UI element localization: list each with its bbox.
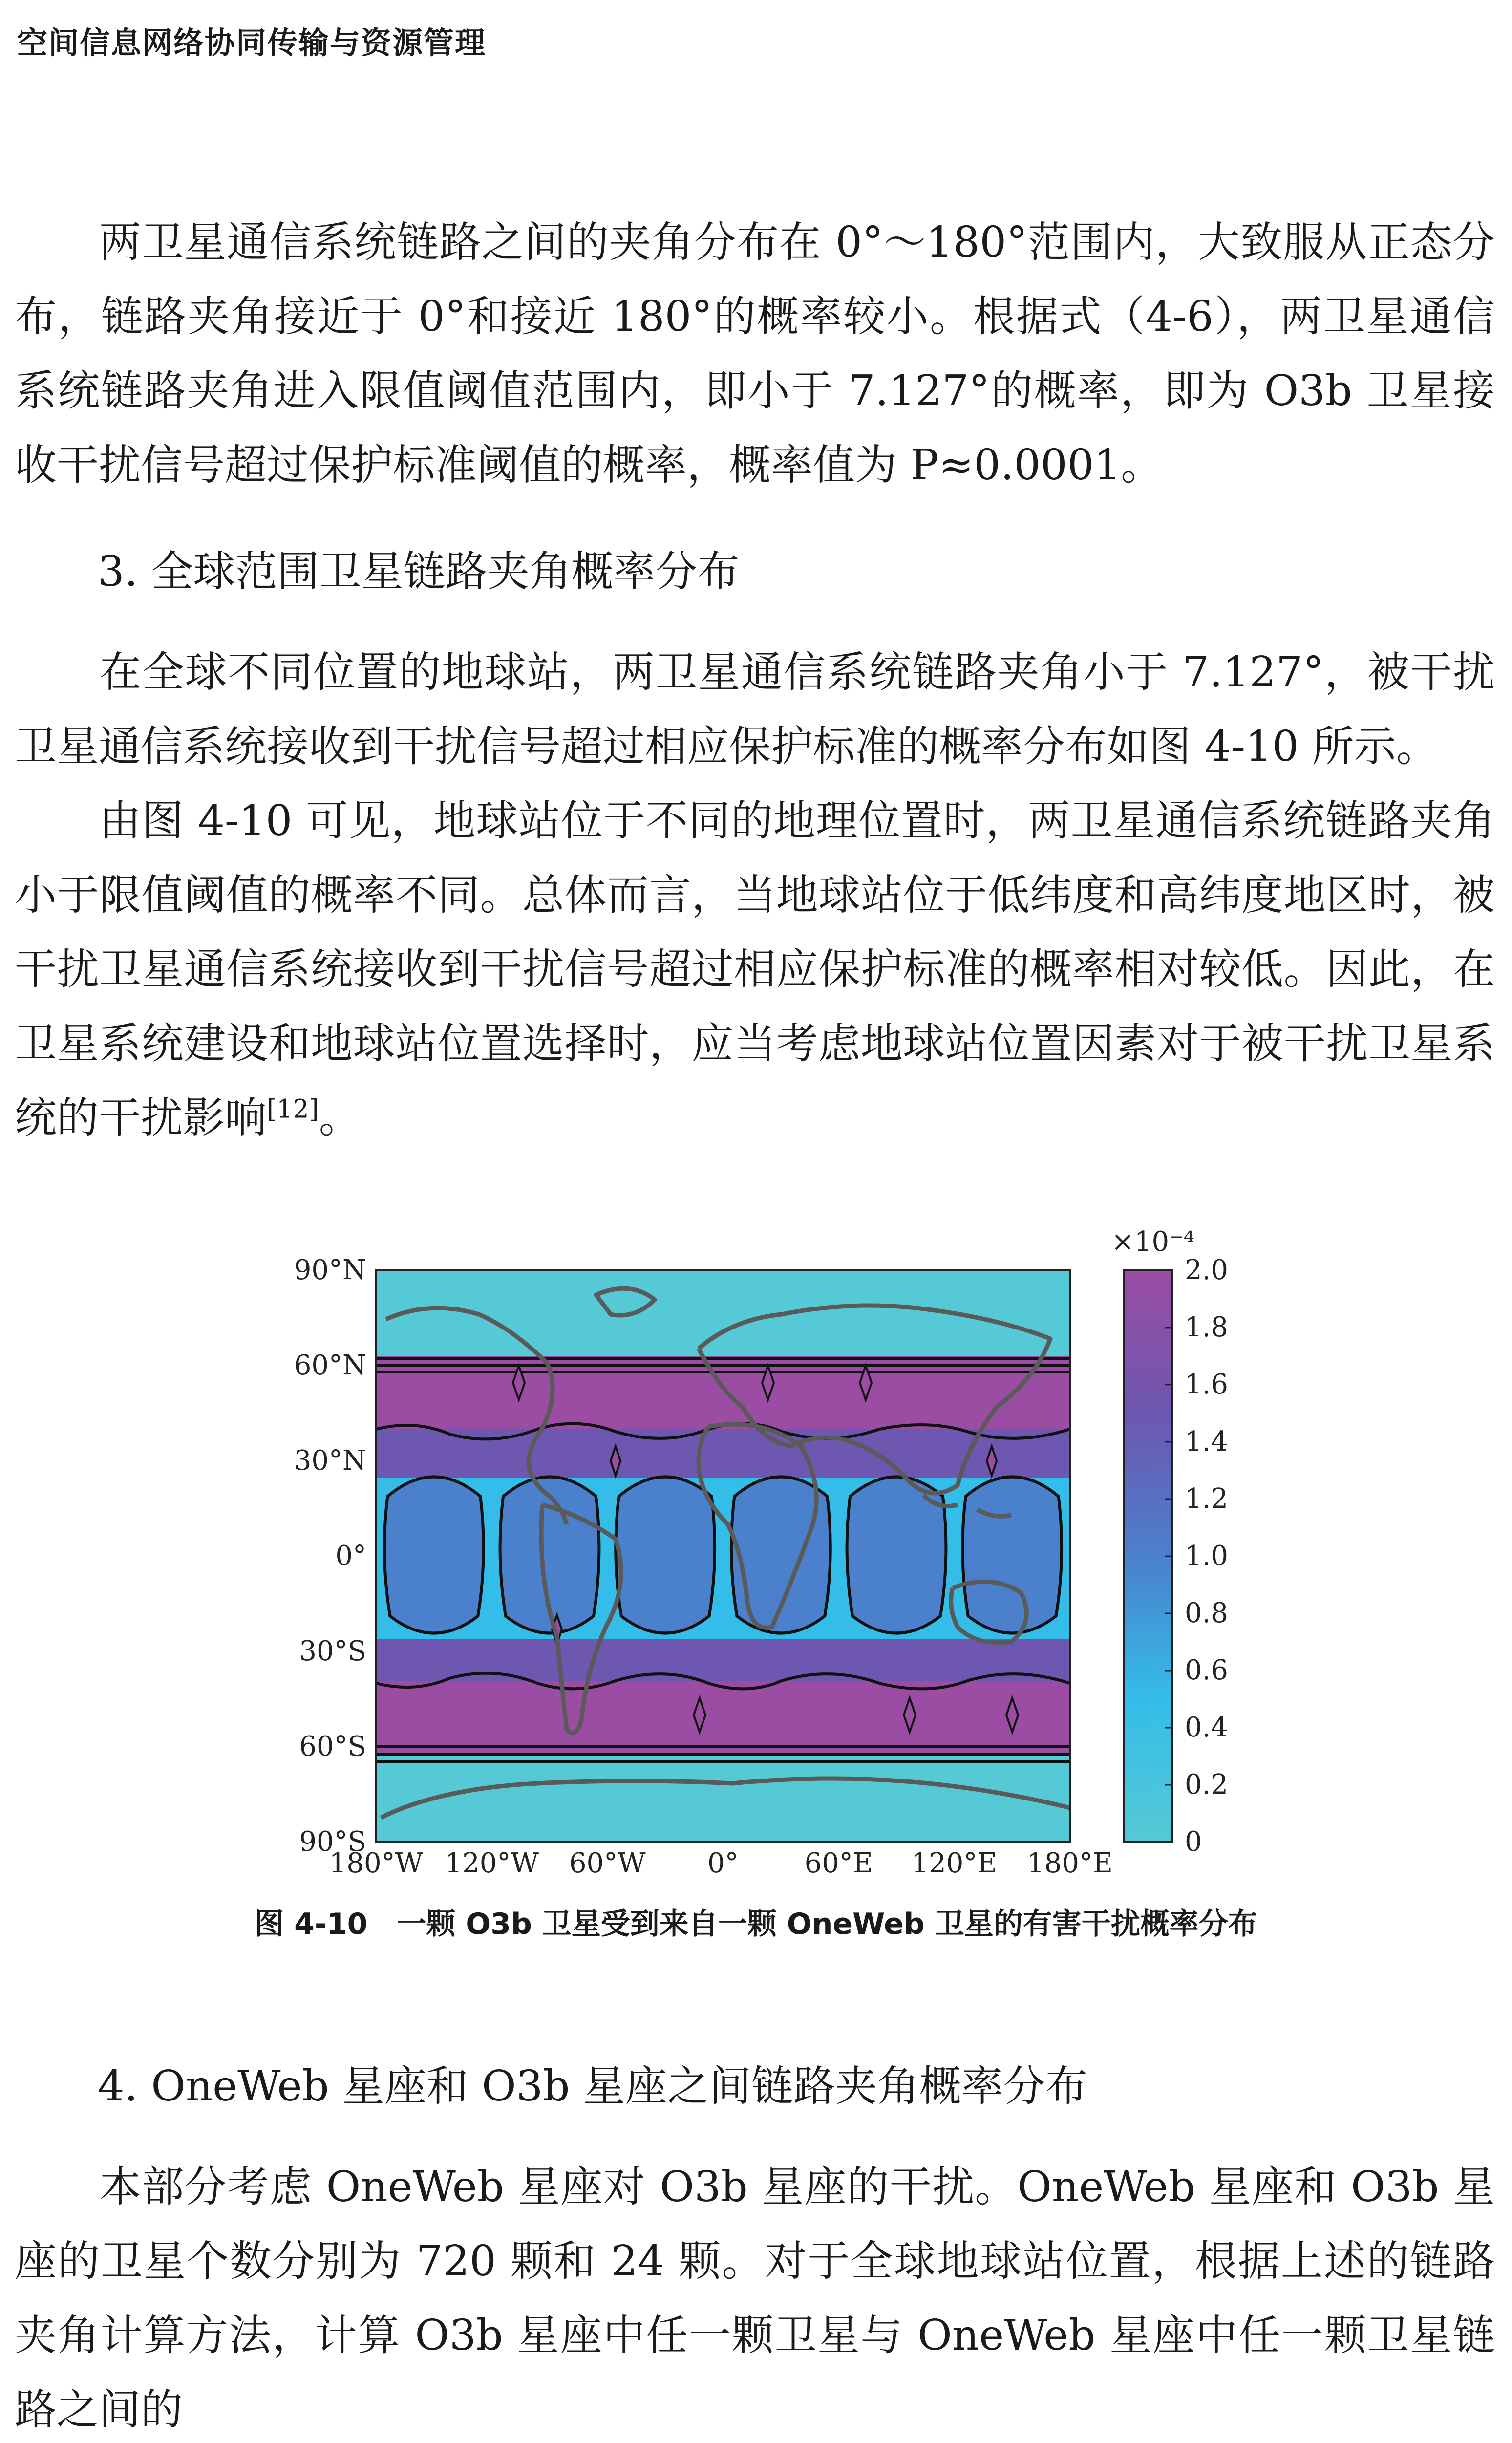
equatorial-lobe (616, 1477, 715, 1633)
colorbar-tick-label: 0.4 (1185, 1712, 1229, 1743)
colorbar-tick-label: 0.2 (1185, 1769, 1229, 1800)
x-tick-label: 120°E (911, 1847, 998, 1879)
paragraph-4: 本部分考虑 OneWeb 星座对 O3b 星座的干扰。OneWeb 星座和 O3b 星座的卫星个数分别为 720 颗和 24 颗。对于全球地球站位置，根据上述的链路夹角计算方法，计算 O3b 星座中任一颗卫星与 OneWeb 星座中任一颗卫星链路之间的 (15, 2163, 1495, 2434)
x-tick-label: 180°W (329, 1847, 424, 1879)
band-south-mid (376, 1639, 1070, 1683)
x-tick-label: 0° (707, 1847, 739, 1879)
colorbar-tick-label: 0.6 (1185, 1654, 1229, 1686)
paragraph-1: 两卫星通信系统链路之间的夹角分布在 0°～180°范围内，大致服从正态分布，链路夹角接近于 0°和接近 180°的概率较小。根据式（4-6），两卫星通信系统链路夹角进入限值阈值范围内，即小于 7.127°的概率，即为 O3b 卫星接收干扰信号超过保护标准阈值的概率，概率值为 P≈0.0001。 (15, 218, 1495, 490)
section-heading-3: 3. 全球范围卫星链路夹角概率分布 (98, 547, 740, 596)
paragraph-2: 在全球不同位置的地球站，两卫星通信系统链路夹角小于 7.127°，被干扰卫星通信系统接收到干扰信号超过相应保护标准的概率分布如图 4-10 所示。 (15, 648, 1495, 771)
y-tick-label: 30°N (294, 1445, 366, 1477)
equatorial-lobe (962, 1477, 1062, 1633)
colorbar-tick-label: 1.8 (1185, 1311, 1229, 1343)
colorbar-exponent: ×10⁻⁴ (1111, 1226, 1195, 1258)
figure-caption: 图 4-10 一颗 O3b 卫星受到来自一颗 OneWeb 卫星的有害干扰概率分布 (255, 1907, 1257, 1941)
colorbar-tick-label: 0.8 (1185, 1597, 1229, 1629)
y-tick-label: 60°N (294, 1350, 366, 1381)
section-heading-4: 4. OneWeb 星座和 O3b 星座之间链路夹角概率分布 (98, 2062, 1087, 2111)
y-tick-label: 30°S (299, 1635, 366, 1667)
band-south-high (376, 1681, 1070, 1754)
x-tick-label: 180°E (1027, 1847, 1113, 1879)
colorbar-tick-label: 2.0 (1185, 1254, 1229, 1286)
citation-ref[interactable]: [12] (267, 1094, 319, 1124)
paragraph-3: 由图 4-10 可见，地球站位于不同的地理位置时，两卫星通信系统链路夹角小于限值阈值的概率不同。总体而言，当地球站位于低纬度和高纬度地区时，被干扰卫星通信系统接收到干扰信号超过相应保护标准的概率相对较低。因此，在卫星系统建设和地球站位置选择时，应当考虑地球站位置因素对于被干扰卫星系统的干扰影响[12]。 (15, 796, 1495, 1142)
running-header: 空间信息网络协同传输与资源管理 (17, 25, 487, 61)
colorbar-tick-label: 1.0 (1185, 1540, 1229, 1572)
colorbar-tick-label: 1.2 (1185, 1483, 1229, 1515)
y-tick-label: 0° (335, 1540, 366, 1572)
map-plot-area (376, 1270, 1070, 1842)
x-tick-label: 120°W (445, 1847, 539, 1879)
colorbar-tick-label: 0 (1185, 1826, 1202, 1858)
equatorial-lobe (384, 1477, 484, 1633)
y-tick-label: 90°N (294, 1254, 366, 1286)
y-tick-label: 90°S (299, 1826, 366, 1858)
x-tick-label: 60°W (569, 1847, 646, 1879)
colorbar-tick-label: 1.4 (1185, 1426, 1229, 1457)
x-tick-label: 60°E (804, 1847, 873, 1879)
band-north-mid (376, 1429, 1070, 1478)
colorbar-tick-label: 1.6 (1185, 1369, 1229, 1400)
y-tick-label: 60°S (299, 1731, 366, 1762)
